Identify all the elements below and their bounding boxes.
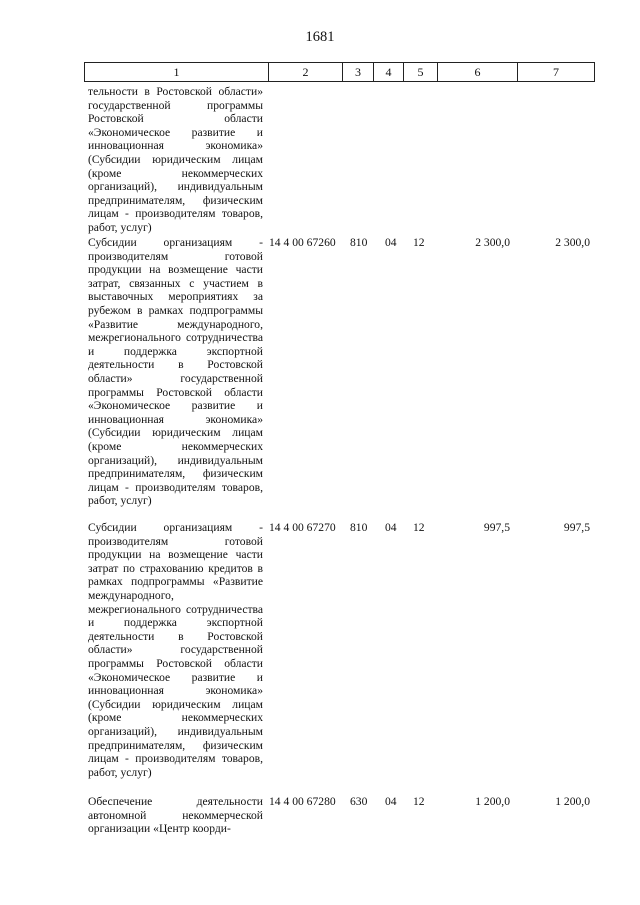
row-value-2: 1 200,0 bbox=[555, 795, 590, 808]
row-name: Субсидии организациям - производителям готовой продукции на возмещение части затрат, связанных с участием в выставочных мероприятиях за рубежом в рамках подпрограммы «Развитие международного, межрегионального сотрудничества и поддержка экспортной деятельности в Ростовской области» государственной программы Ростовской области «Экономическое развитие и инновационная экономика» (Субсидии юридическим лицам (кроме некоммерческих организаций), индивидуальным предпринимателям, физическим лицам - производителям товаров, работ, услуг) bbox=[88, 236, 263, 508]
row-csr: 14 4 00 67270 bbox=[269, 521, 336, 534]
row-name: Субсидии организациям - производителям готовой продукции на возмещение части затрат по страхованию кредитов в рамках подпрограммы «Развитие международного, межрегионального сотрудничества и поддержка экспортной деятельности в Ростовской области» государственной программы Ростовской области «Экономическое развитие и инновационная экономика» (Субсидии юридическим лицам (кроме некоммерческих организаций), индивидуальным предпринимателям, физическим лицам - производителям товаров, работ, услуг) bbox=[88, 521, 263, 779]
row-value-1: 997,5 bbox=[483, 521, 510, 534]
col-header-3: 3 bbox=[342, 63, 373, 81]
row-vr: 810 bbox=[350, 236, 368, 249]
row-value-2: 2 300,0 bbox=[555, 236, 590, 249]
row-csr: 14 4 00 67260 bbox=[269, 236, 336, 249]
col-header-6: 6 bbox=[437, 63, 517, 81]
page-number: 1681 bbox=[305, 29, 335, 45]
table-header bbox=[84, 62, 595, 82]
row-pr: 12 bbox=[413, 795, 425, 808]
row-value-1: 2 300,0 bbox=[475, 236, 510, 249]
row-value-1: 1 200,0 bbox=[475, 795, 510, 808]
row-csr: 14 4 00 67280 bbox=[269, 795, 336, 808]
row-rz: 04 bbox=[385, 236, 397, 249]
col-header-7: 7 bbox=[517, 63, 594, 81]
row-rz: 04 bbox=[385, 795, 397, 808]
row-name: тельности в Ростовской области» государственной программы Ростовской области «Экономическое развитие и инновационная экономика» (Субсидии юридическим лицам (кроме некоммерческих организаций), индивидуальным предпринимателям, физическим лицам - производителям товаров, работ, услуг) bbox=[88, 85, 263, 234]
col-header-4: 4 bbox=[373, 63, 403, 81]
col-header-1: 1 bbox=[173, 65, 180, 79]
col-header-5: 5 bbox=[403, 63, 437, 81]
row-value-2: 997,5 bbox=[563, 521, 590, 534]
row-pr: 12 bbox=[413, 521, 425, 534]
row-vr: 630 bbox=[350, 795, 368, 808]
col-header-2: 2 bbox=[268, 63, 342, 81]
row-vr: 810 bbox=[350, 521, 368, 534]
row-pr: 12 bbox=[413, 236, 425, 249]
row-name: Обеспечение деятельности автономной некоммерческой организации «Центр коорди- bbox=[88, 795, 263, 836]
row-rz: 04 bbox=[385, 521, 397, 534]
